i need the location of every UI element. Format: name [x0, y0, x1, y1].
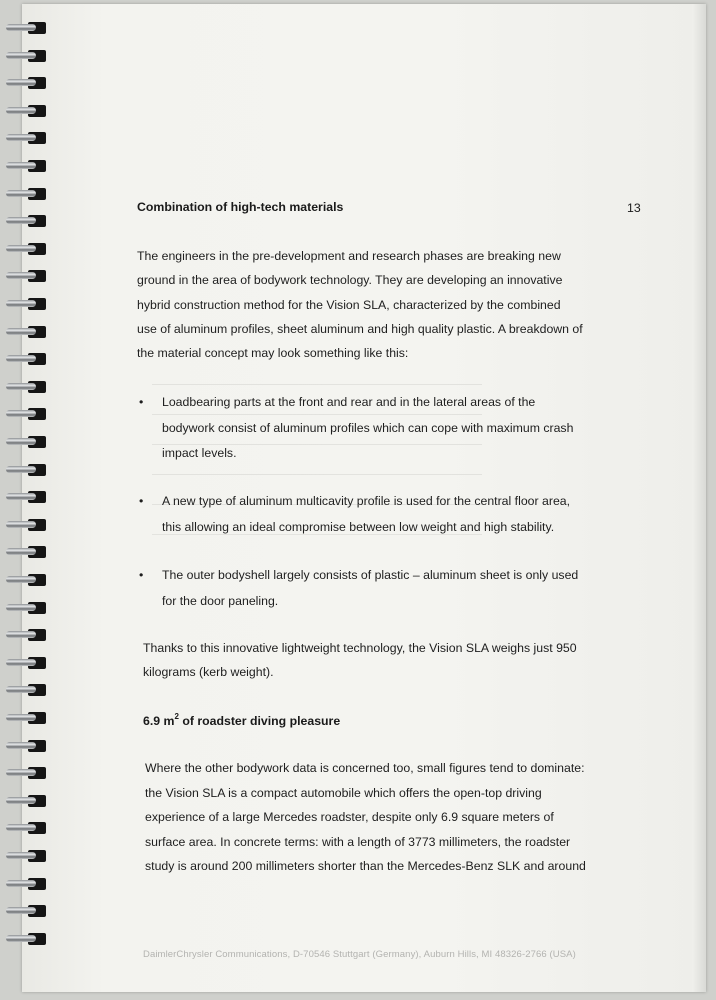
- binding-coil: [6, 20, 54, 36]
- binding-coil: [6, 489, 54, 505]
- binding-coil: [6, 738, 54, 754]
- text-line: the material concept may look something like this:: [137, 346, 409, 361]
- superscript: 2: [174, 712, 179, 721]
- text-line: Loadbearing parts at the front and rear and in the lateral areas of the: [162, 395, 536, 409]
- text-line: surface area. In concrete terms: with a length of 3773 millimeters, the roadster: [145, 834, 571, 849]
- page-number: 13: [627, 201, 641, 215]
- binding-coil: [6, 103, 54, 119]
- binding-coil: [6, 710, 54, 726]
- document-page: [22, 4, 706, 992]
- text-line: The engineers in the pre-development and research phases are breaking new: [137, 249, 561, 263]
- text-line: ground in the area of bodywork technology. They are developing an innovative: [137, 273, 563, 288]
- binding-coil: [6, 931, 54, 947]
- text-line: the Vision SLA is a compact automobile which offers the open-top driving: [145, 785, 542, 800]
- binding-coil: [6, 462, 54, 478]
- text-line: for the door paneling.: [162, 593, 279, 608]
- binding-coil: [6, 517, 54, 533]
- text-line: bodywork consist of aluminum profiles which can cope with maximum crash: [162, 420, 574, 435]
- binding-coil: [6, 406, 54, 422]
- binding-coil: [6, 130, 54, 146]
- binding-coil: [6, 848, 54, 864]
- binding-coil: [6, 75, 54, 91]
- bullet-marker: •: [139, 568, 144, 582]
- text-line: study is around 200 millimeters shorter than the Mercedes-Benz SLK and around: [145, 859, 586, 873]
- binding-coil: [6, 682, 54, 698]
- weight-paragraph: [143, 636, 613, 685]
- binding-coil: [6, 572, 54, 588]
- section2-paragraph: [145, 756, 615, 879]
- binding-coil: [6, 600, 54, 616]
- text-line: The outer bodyshell largely consists of plastic – aluminum sheet is only used: [162, 568, 579, 582]
- binding-coil: [6, 379, 54, 395]
- binding-coil: [6, 876, 54, 892]
- bullet-text: [162, 390, 592, 467]
- binding-coil: [6, 186, 54, 202]
- binding-coil: [6, 48, 54, 64]
- text-line: use of aluminum profiles, sheet aluminum and high quality plastic. A breakdown of: [137, 321, 583, 336]
- bullet-marker: •: [139, 395, 144, 409]
- binding-coil: [6, 324, 54, 340]
- binding-coil: [6, 351, 54, 367]
- text-line: experience of a large Mercedes roadster, despite only 6.9 square meters of: [145, 810, 554, 824]
- page-edge: [692, 4, 706, 992]
- text-line: kilograms (kerb weight).: [143, 665, 274, 680]
- binding-coil: [6, 793, 54, 809]
- binding-coil: [6, 820, 54, 836]
- binding-coil: [6, 241, 54, 257]
- binding-coil: [6, 765, 54, 781]
- bullet-text: [162, 563, 592, 614]
- binding-coil: [6, 544, 54, 560]
- text-line: A new type of aluminum multicavity profile is used for the central floor area,: [162, 494, 571, 508]
- text-line: Thanks to this innovative lightweight technology, the Vision SLA weighs just 950: [143, 641, 577, 655]
- binding-coil: [6, 903, 54, 919]
- heading-text: 6.9 m: [143, 714, 175, 728]
- binding-coil: [6, 296, 54, 312]
- section-heading: [143, 712, 340, 728]
- section-title: Combination of high-tech materials: [137, 200, 344, 214]
- bullet-text: [162, 489, 592, 540]
- binding-coil: [6, 434, 54, 450]
- bullet-marker: •: [139, 494, 144, 508]
- binding-coil: [6, 627, 54, 643]
- text-line: hybrid construction method for the Vision SLA, characterized by the combined: [137, 297, 561, 312]
- binding-coil: [6, 213, 54, 229]
- footer-address: DaimlerChrysler Communications, D-70546 Stuttgart (Germany), Auburn Hills, MI 48326-2766 (USA): [143, 949, 576, 960]
- text-line: Where the other bodywork data is concerned too, small figures tend to dominate:: [145, 761, 585, 775]
- binding-coil: [6, 268, 54, 284]
- text-line: this allowing an ideal compromise between low weight and high stability.: [162, 519, 555, 534]
- binding-coil: [6, 655, 54, 671]
- intro-paragraph: [137, 244, 607, 365]
- heading-text: of roadster diving pleasure: [178, 714, 341, 728]
- text-line: impact levels.: [162, 446, 237, 460]
- spiral-binding: [0, 20, 56, 970]
- binding-coil: [6, 158, 54, 174]
